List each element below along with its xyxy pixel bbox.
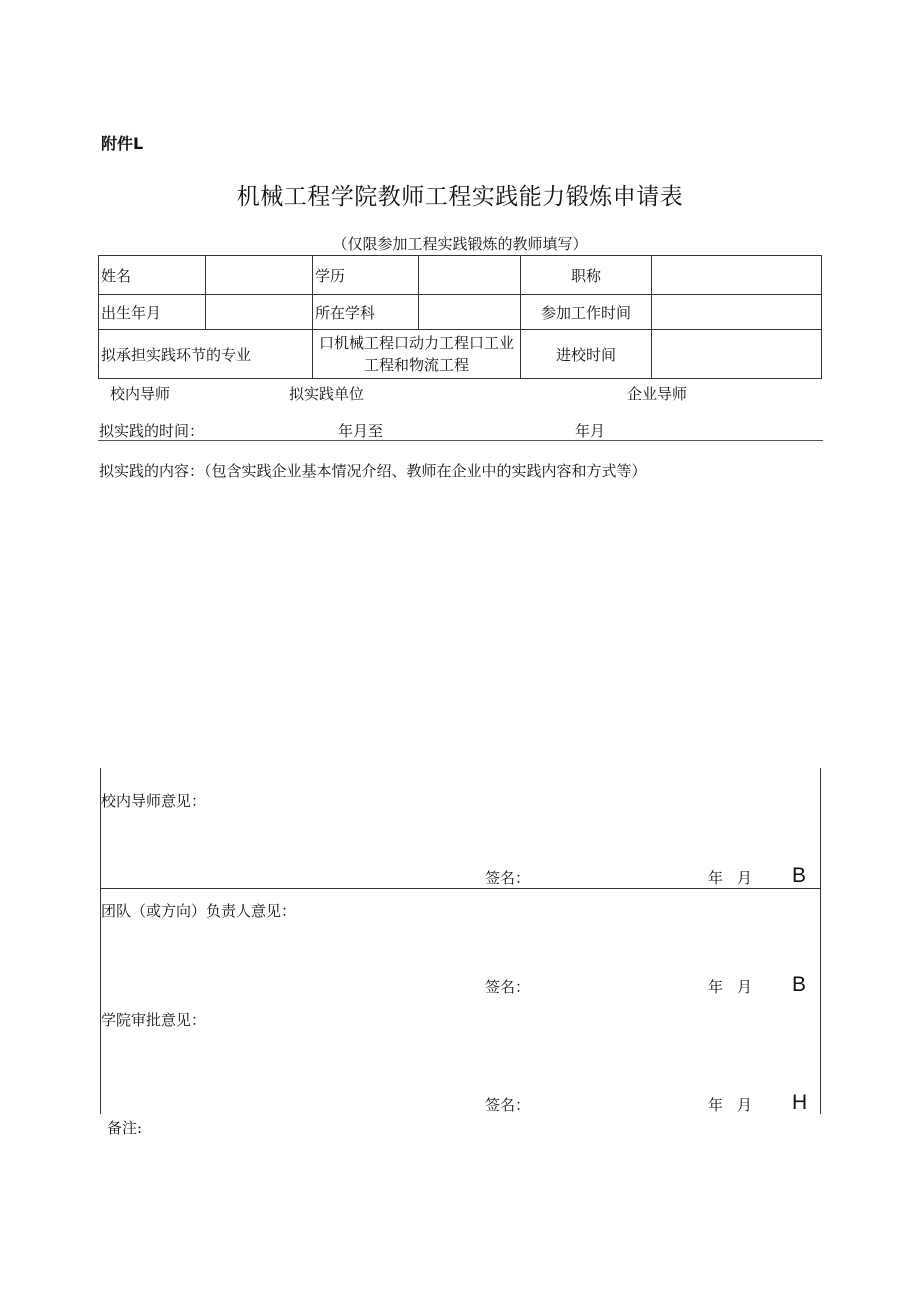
remarks-label: 备注: — [107, 1119, 143, 1137]
signature-label[interactable]: 签名： — [485, 1096, 531, 1114]
work-start-label: 参加工作时间 — [521, 295, 652, 330]
birth-field[interactable] — [206, 295, 313, 330]
college-approval-opinion-label[interactable]: 学院审批意见： — [101, 1011, 207, 1029]
form-title: 机械工程学院教师工程实践能力锻炼申请表 — [236, 184, 684, 210]
name-field[interactable] — [206, 256, 313, 295]
day-mark: H — [792, 1091, 808, 1114]
arrival-label: 进校时间 — [521, 330, 652, 379]
signature-label[interactable]: 签名： — [485, 869, 531, 887]
title-field[interactable] — [652, 256, 822, 295]
day-mark: B — [792, 973, 807, 996]
work-start-field[interactable] — [652, 295, 822, 330]
enterprise-mentor-label: 企业导师 — [627, 385, 688, 403]
opinion-divider — [100, 888, 820, 889]
discipline-field[interactable] — [419, 295, 521, 330]
team-leader-opinion-label[interactable]: 团队（或方向）负责人意见： — [101, 902, 297, 920]
birth-label: 出生年月 — [99, 295, 206, 330]
practice-time-to: 年月 — [575, 422, 606, 440]
major-label: 拟承担实践环节的专业 — [99, 330, 313, 379]
practice-time-from: 年月至 — [338, 422, 384, 440]
attachment-label: 附件L — [101, 134, 144, 153]
practice-time-label: 拟实践的时间： — [99, 422, 205, 440]
table-row — [99, 330, 822, 379]
major-options[interactable]: 口机械工程口动力工程口工业工程和物流工程 — [313, 330, 521, 379]
info-table — [98, 255, 822, 379]
opinions-left-border — [100, 768, 101, 1114]
arrival-field[interactable] — [652, 330, 822, 379]
internal-mentor-opinion-label[interactable]: 校内导师意见： — [101, 792, 207, 810]
education-label: 学历 — [313, 256, 419, 295]
internal-mentor-label: 校内导师 — [110, 385, 171, 403]
year-label: 年 — [708, 1096, 724, 1114]
day-mark: B — [792, 864, 807, 887]
education-field[interactable] — [419, 256, 521, 295]
signature-label[interactable]: 签名： — [485, 978, 531, 996]
table-row — [99, 295, 822, 330]
table-row — [99, 256, 822, 295]
form-subtitle: （仅限参加工程实践锻炼的教师填写） — [332, 235, 588, 253]
practice-content-label[interactable]: 拟实践的内容：（包含实践企业基本情况介绍、教师在企业中的实践内容和方式等） — [99, 462, 647, 480]
opinions-right-border — [820, 768, 821, 1114]
discipline-label: 所在学科 — [313, 295, 419, 330]
year-label: 年 — [708, 978, 724, 996]
divider — [98, 440, 823, 441]
practice-unit-label: 拟实践单位 — [289, 385, 365, 403]
month-label: 月 — [737, 869, 753, 887]
year-label: 年 — [708, 869, 724, 887]
month-label: 月 — [737, 1096, 753, 1114]
name-label: 姓名 — [99, 256, 206, 295]
title-label: 职称 — [521, 256, 652, 295]
month-label: 月 — [737, 978, 753, 996]
